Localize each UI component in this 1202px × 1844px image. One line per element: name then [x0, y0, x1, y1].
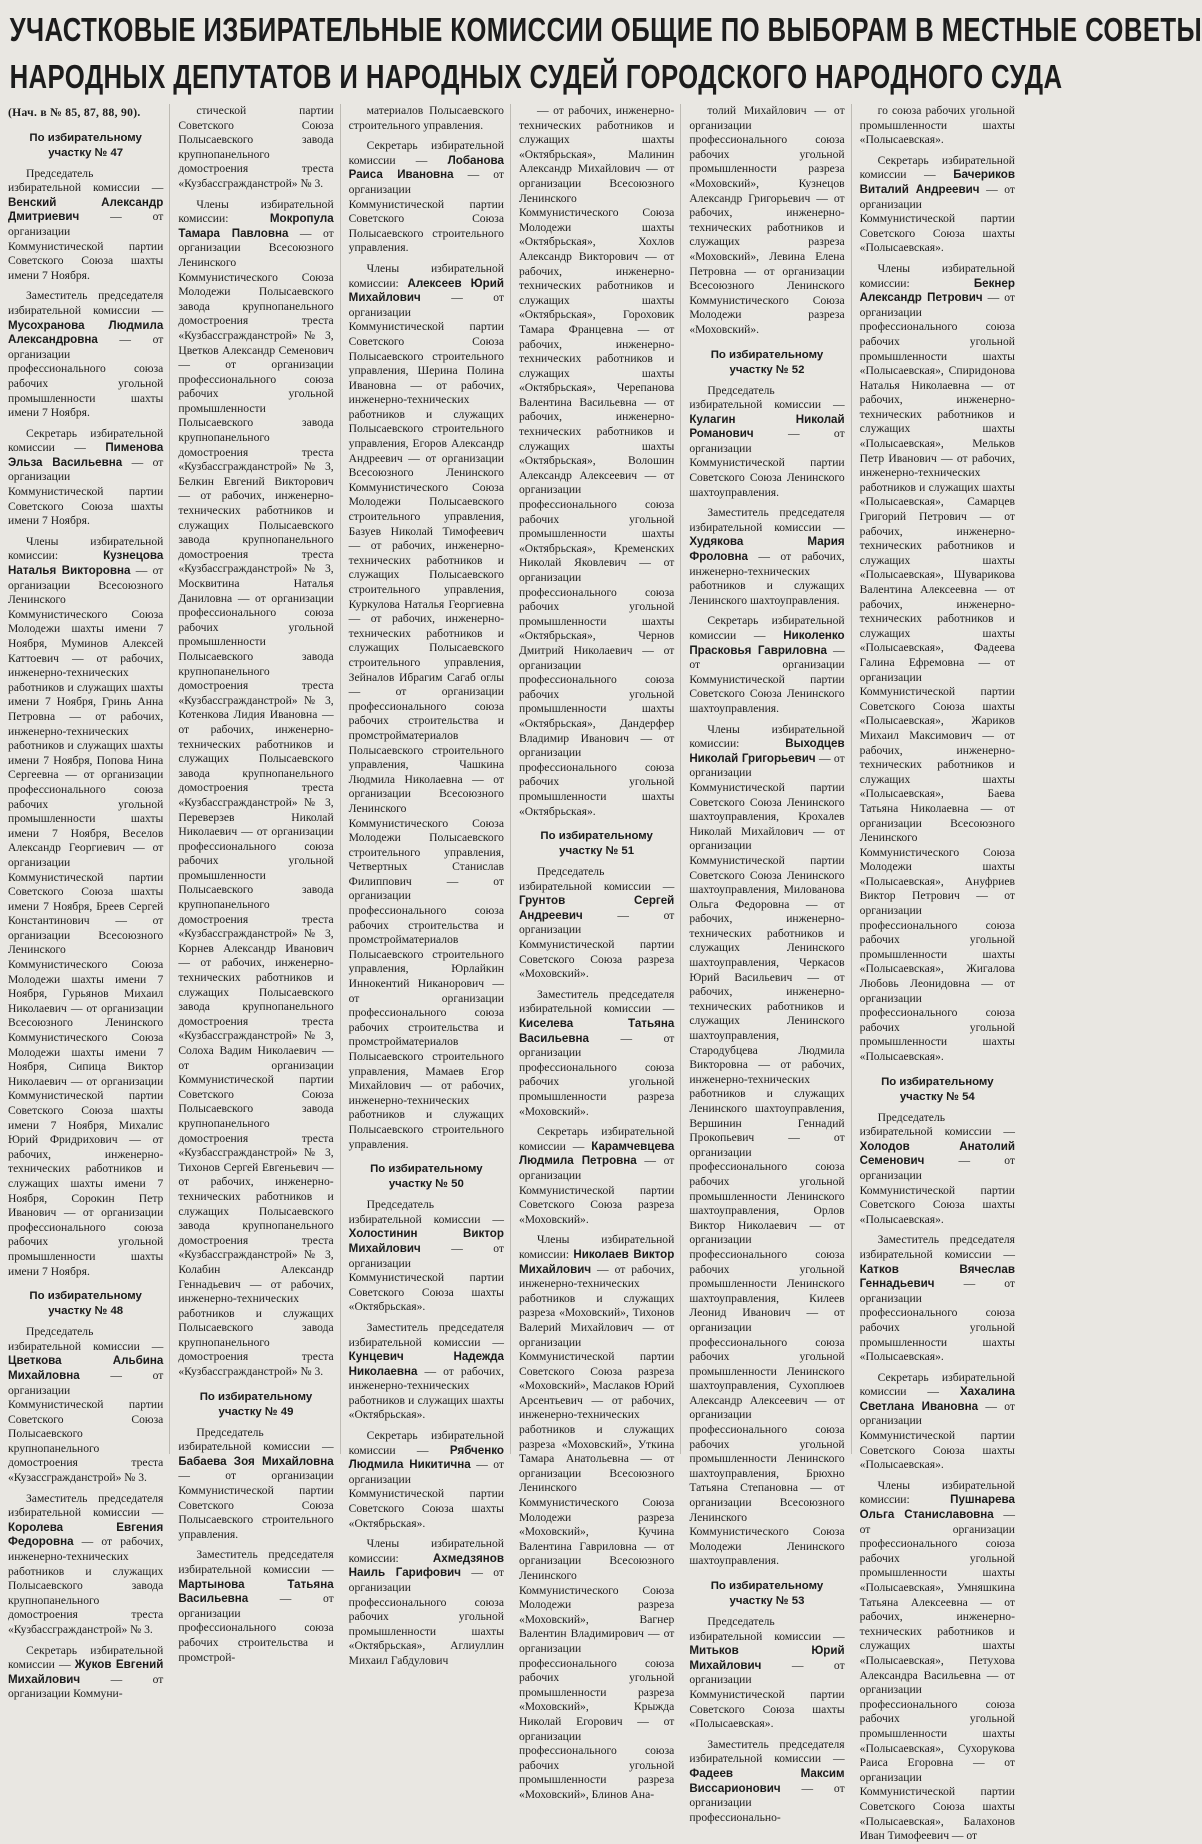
- commission-paragraph: [178, 1426, 333, 1543]
- section-heading: [8, 131, 163, 161]
- person-name: Николенко Прасковья Гавриловна: [689, 629, 845, 657]
- role-label: Секретарь избирательной комиссии —: [859, 153, 1015, 182]
- continuation-note: (Нач. в № 85, 87, 88, 90).: [8, 106, 141, 119]
- person-name: Фадеев Максим Виссарионович: [689, 1766, 845, 1795]
- role-label: Секретарь избирательной комиссии —: [859, 1370, 1015, 1399]
- section-heading-line: По избирательному: [199, 1390, 313, 1403]
- affiliation-text: — от организации профессионального союза рабочих угольной промышленности шахты «Полысаевская», Умняшкина Татьяна Алексеевна — от рабочих, инженерно-технических работников и служащих шахты «Полысаевская», Петухова Александра Васильевна — от организации профессионального союза рабочих угольной промышленности шахты «Полысаевская», Сухорукова Раиса Егоровна — от организации Коммунистической партии Советского Союза шахты «Полысаевская», Балахонов Иван Тимофеевич — от: [859, 1508, 1015, 1843]
- role-label: Секретарь избирательной комиссии —: [518, 1125, 675, 1153]
- affiliation-text: — от организации профессионального союза рабочих угольной промышленности шахты «Полысаевская», Спиридонова Наталья Николаевна — от рабочих, инженерно-технических работников и служащих шахты «Полысаевская», Мельков Петр Иванович — от рабочих, инженерно-технических работников и служащих шахты «Полысаевская», Самарцев Григорий Петрович — от рабочих, инженерно-технических работников и служащих шахты «Полысаевская», Шуварикова Валентина Алексеевна — от рабочих, инженерно-технических работников и служащих шахты «Полысаевская», Фадеева Галина Ефремовна — от организации Коммунистической партии Советского Союза шахты «Полысаевская», Жариков Михаил Максимович — от рабочих, инженерно-технических работников и служащих шахты «Полысаевская», Баева Татьяна Николаевна — от организации Всесоюзного Ленинского Коммунистического Союза Молодежи шахты «Полысаевская», Ануфриев Виктор Петрович — от организации профессионального союза рабочих угольной промышленности шахты «Полысаевская», Жигалова Любовь Леонидовна — от организации профессионального союза рабочих угольной промышленности шахты «Полысаевская».: [859, 291, 1015, 1063]
- role-label: Секретарь избирательной комиссии —: [8, 426, 164, 455]
- role-label: Члены избирательной комиссии:: [689, 722, 845, 751]
- section-heading: [689, 1579, 844, 1609]
- section-heading-line: По избирательному: [710, 1580, 824, 1592]
- role-label: Члены избирательной комиссии:: [859, 1478, 1015, 1507]
- affiliation-text: — от организации Коммунистической партии Советского Союза шахты «Октябрьская».: [348, 1458, 504, 1530]
- person-name: Мусохранова Людмила Александровна: [8, 318, 164, 347]
- commission-paragraph: [178, 104, 333, 192]
- commission-paragraph: [689, 1615, 844, 1732]
- affiliation-text: — от организации Коммунистической партии Советского Союза шахты «Полысаевская».: [859, 1399, 1015, 1472]
- section-heading: [349, 1162, 504, 1192]
- affiliation-text: — от организации Коммунистической партии Советского Союза шахты «Полысаевская».: [859, 1154, 1015, 1226]
- affiliation-text: материалов Полысаевского строительного управления.: [348, 104, 504, 132]
- headline-line-1: УЧАСТКОВЫЕ ИЗБИРАТЕЛЬНЫЕ КОМИССИИ ОБЩИЕ ПО ВЫБОРАМ В МЕСТНЫЕ СОВЕТЫ: [9, 11, 1202, 48]
- affiliation-text: — от организации Коммунистической партии Советского Союза Полысаевского строительного управления.: [348, 168, 504, 255]
- affiliation-text: — от организации профессионального союза рабочих угольной промышленности шахты «Октябрьская», Аглиуллин Михаил Габдулович: [348, 1566, 504, 1667]
- commission-paragraph: [8, 1325, 163, 1486]
- role-label: Заместитель председателя избирательной комиссии —: [689, 506, 845, 534]
- person-name: Венский Александр Дмитриевич: [8, 195, 164, 224]
- section-heading-number: участку № 50: [388, 1178, 464, 1191]
- commission-paragraph: [349, 1429, 504, 1531]
- role-label: Заместитель председателя избирательной комиссии —: [348, 1320, 504, 1349]
- role-label: Члены избирательной комиссии:: [348, 261, 504, 290]
- commission-paragraph: [349, 139, 504, 256]
- section-heading-number: участку № 52: [729, 363, 805, 376]
- person-name: Холодов Анатолий Семенович: [859, 1139, 1015, 1168]
- section-heading: [8, 1289, 163, 1319]
- role-label: Председатель избирательной комиссии —: [8, 166, 164, 195]
- affiliation-text: — от организации Коммунистической партии Советского Союза Полысаевского строительного управления.: [178, 1469, 334, 1541]
- affiliation-text: — от организации Всесоюзного Ленинского Коммунистического Союза Молодежи Полысаевского завода крупнопанельного домостроения треста «Кузбассгражданстрой» № 3, Цветков Александр Семенович — от организации профессионального союза рабочих угольной промышленности Полысаевского завода крупнопанельного домостроения треста «Кузбассгражданстрой» № 3, Белкин Евгений Викторович — от рабочих, инженерно-технических работников и служащих Полысаевского завода крупнопанельного домостроения треста «Кузбассгражданстрой» № 3, Москвитина Наталья Даниловна — от организации профессионального союза рабочих угольной промышленности Полысаевского завода крупнопанельного домостроения треста «Кузбассгражданстрой» № 3, Котенкова Лидия Ивановна — от рабочих, инженерно-технических работников и служащих Полысаевского завода крупнопанельного домостроения треста «Кузбассгражданстрой» № 3, Переверзев Николай Николаевич — от организации профессионального союза рабочих угольной промышленности Полысаевского завода крупнопанельного домостроения треста «Кузбассгражданстрой» № 3, Корнев Александр Иванович — от рабочих, инженерно-технических работников и служащих Полысаевского завода крупнопанельного домостроения треста «Кузбассгражданстрой» № 3, Солоха Вадим Николаевич — от организации Коммунистической партии Советского Союза Полысаевского завода крупнопанельного домостроения треста «Кузбассгражданстрой» № 3, Тихонов Сергей Евгеньевич — от рабочих, инженерно-технических работников и служащих Полысаевского завода крупнопанельного домостроения треста «Кузбассгражданстрой» № 3, Колабин Александр Геннадьевич — от рабочих, инженерно-технических работников и служащих Полысаевского завода крупнопанельного домостроения треста «Кузбассгражданстрой» № 3.: [178, 226, 334, 1379]
- role-label: Заместитель председателя избирательной комиссии —: [178, 1548, 334, 1576]
- person-name: Холостинин Виктор Михайлович: [348, 1227, 504, 1255]
- person-name: Худякова Мария Фроловна: [689, 535, 845, 564]
- role-label: Председатель избирательной комиссии —: [518, 865, 675, 893]
- role-label: Заместитель председателя избирательной комиссии —: [8, 1491, 164, 1520]
- person-name: Бекнер Александр Петрович: [859, 276, 1015, 305]
- person-name: Катков Вячеслав Геннадьевич: [859, 1262, 1015, 1291]
- role-label: Председатель избирательной комиссии —: [859, 1110, 1015, 1139]
- commission-paragraph: [689, 723, 844, 1569]
- commission-paragraph: [860, 262, 1015, 1065]
- affiliation-text: — от организации профессионально-: [689, 1781, 845, 1824]
- affiliation-text: — от рабочих, инженерно-технических работников и служащих Ленинского шахтоуправления.: [689, 550, 845, 607]
- affiliation-text: стической партии Советского Союза Полысаевского завода крупнопанельного домостроения треста «Кузбассгражданстрой» № 3.: [178, 104, 334, 190]
- person-name: Мокропула Тамара Павловна: [178, 212, 334, 240]
- commission-paragraph: [8, 1644, 163, 1702]
- affiliation-text: — от организации Коммунистической партии Советского Союза шахты имени 7 Ноября.: [8, 455, 164, 528]
- commission-paragraph: [689, 104, 844, 338]
- commission-paragraph: [8, 427, 163, 529]
- affiliation-text: — от организации Всесоюзного Ленинского Коммунистического Союза Молодежи шахты имени 7 Ноября, Муминов Алексей Каттоевич — от рабочих, инженерно-технических работников и служащих шахты имени 7 Ноября, Гринь Анна Петровна — от рабочих, инженерно-технических работников и служащих шахты имени 7 Ноября, Попова Нина Сергеевна — от организации профессионального союза рабочих угольной промышленности шахты имени 7 Ноября, Веселов Александр Георгиевич — от организации Коммунистической партии Советского Союза шахты имени 7 Ноября, Бреев Сергей Константинович — от организации Всесоюзного Ленинского Коммунистического Союза Молодежи шахты имени 7 Ноября, Гурьянов Михаил Николаевич — от организации Всесоюзного Ленинского Коммунистического Союза Молодежи шахты имени 7 Ноября, Сипица Виктор Николаевич — от организации Коммунистической партии Советского Союза шахты имени 7 Ноября, Михалис Юрий Фридрихович — от рабочих, инженерно-технических работников и служащих шахты имени 7 Ноября, Сорокин Петр Иванович — от организации профессионального союза рабочих угольной промышленности шахты имени 7 Ноября.: [8, 564, 164, 1278]
- role-label: Секретарь избирательной комиссии —: [348, 139, 504, 167]
- commission-paragraph: [8, 535, 163, 1279]
- commission-paragraph: [519, 1125, 674, 1227]
- section-heading-number: участку № 49: [218, 1405, 294, 1418]
- commission-paragraph: [860, 1111, 1015, 1228]
- commission-paragraph: [349, 262, 504, 1152]
- affiliation-text: — от организации Коммуни-: [8, 1672, 164, 1701]
- commission-paragraph: [860, 1371, 1015, 1473]
- section-heading-line: По избирательному: [29, 131, 142, 144]
- person-name: Алексеев Юрий Михайлович: [348, 276, 504, 305]
- affiliation-text: — от организации Коммунистической партии Советского Союза Полысаевского строительного управления, Шерина Полина Ивановна — от рабочих, инженерно-технических работников и служащих Полысаевского строительного управления, Егоров Александр Андреевич — от организации Всесоюзного Ленинского Коммунистического Союза Молодежи Полысаевского строительного управления, Базуев Николай Тимофеевич — от рабочих, инженерно-технических работников и служащих Полысаевского строительного управления, Куркулова Наталья Георгиевна — от рабочих, инженерно-технических работников и служащих Полысаевского строительного управления, Зейналов Ибрагим Сагаб оглы — от организации профессионального союза рабочих строительства и промстройматериалов Полысаевского строительного управления, Чашкина Людмила Николаевна — от организации Всесоюзного Ленинского Коммунистического Союза Молодежи Полысаевского строительного управления, Четвертных Станислав Филиппович — от организации профессионального союза рабочих строительства и промстройматериалов Полысаевского строительного управления, Юрлайкин Иннокентий Никанорович — от организации профессионального союза рабочих строительства и промстройматериалов Полысаевского строительного управления, Мамаев Егор Михайлович — от рабочих, инженерно-технических работников и служащих Полысаевского строительного управления.: [348, 291, 504, 1151]
- commission-paragraph: [860, 1233, 1015, 1364]
- commission-paragraph: [519, 104, 674, 819]
- affiliation-text: — от организации профессионального союза рабочих угольной промышленности шахты имени 7 Ноября.: [8, 333, 164, 420]
- person-name: Лобанова Раиса Ивановна: [348, 153, 504, 182]
- section-heading-number: участку № 53: [729, 1595, 805, 1607]
- person-name: Николаев Виктор Михайлович: [518, 1247, 675, 1276]
- commission-paragraph: [689, 614, 844, 716]
- affiliation-text: — от организации Коммунистической партии Советского Союза разреза «Моховский».: [518, 908, 675, 981]
- section-heading: [860, 1075, 1015, 1105]
- affiliation-text: — от организации профессионального союза рабочих строительства и промстрой-: [178, 1592, 334, 1664]
- affiliation-text: — от организации Коммунистической партии Советского Союза шахты «Полысаевская».: [689, 1658, 845, 1731]
- affiliation-text: — от рабочих, инженерно-технических работников и служащих шахты «Октябрьская».: [348, 1364, 504, 1422]
- commission-paragraph: [689, 506, 844, 608]
- commission-paragraph: [519, 865, 674, 982]
- role-label: Председатель избирательной комиссии —: [348, 1198, 504, 1226]
- commission-paragraph: [8, 1492, 163, 1638]
- commission-paragraph: [178, 1548, 333, 1665]
- commission-paragraph: [689, 1738, 844, 1826]
- role-label: Председатель избирательной комиссии —: [689, 383, 845, 412]
- commission-paragraph: [349, 1198, 504, 1315]
- affiliation-text: — от организации профессионального союза рабочих угольной промышленности шахты «Полысаевская».: [859, 1277, 1015, 1364]
- commission-paragraph: [689, 384, 844, 501]
- person-name: Мартынова Татьяна Васильевна: [178, 1577, 334, 1606]
- section-heading-line: По избирательному: [710, 348, 824, 361]
- affiliation-text: — от организации Коммунистической партии Советского Союза Полысаевского крупнопанельного домостроения треста «Кузассгражданстрой» № 3.: [8, 1368, 164, 1485]
- commission-paragraph: [8, 289, 163, 420]
- role-label: Заместитель председателя избирательной комиссии —: [518, 987, 675, 1016]
- section-heading-line: По избирательному: [29, 1290, 142, 1303]
- article-columns: [8, 104, 1015, 1843]
- section-heading: [519, 829, 674, 859]
- person-name: Королева Евгения Федоровна: [8, 1520, 164, 1549]
- section-heading-line: По избирательному: [540, 830, 653, 843]
- role-label: Заместитель председателя избирательной комиссии —: [8, 289, 164, 317]
- headline: [9, 6, 1202, 100]
- affiliation-text: — от организации Коммунистической партии Советского Союза шахты «Октябрьская».: [348, 1241, 504, 1314]
- column-1: [8, 104, 170, 1701]
- role-label: Заместитель председателя избирательной комиссии —: [859, 1233, 1015, 1261]
- person-name: Рябченко Людмила Никитична: [348, 1443, 504, 1472]
- commission-paragraph: [349, 104, 504, 133]
- person-name: Грунтов Сергей Андреевич: [518, 894, 675, 922]
- headline-line-2: НАРОДНЫХ ДЕПУТАТОВ И НАРОДНЫХ СУДЕЙ ГОРОДСКОГО НАРОДНОГО СУДА: [9, 58, 1063, 95]
- section-heading: [178, 1390, 333, 1420]
- section-heading-number: участку № 51: [559, 845, 635, 858]
- person-name: Выходцев Николай Григорьевич: [689, 737, 845, 765]
- role-label: Председатель избирательной комиссии —: [178, 1425, 334, 1454]
- role-label: Члены избирательной комиссии:: [8, 534, 164, 563]
- column-4: [518, 104, 681, 1801]
- role-label: Члены избирательной комиссии:: [518, 1233, 675, 1261]
- section-heading-number: участку № 47: [48, 146, 124, 159]
- column-6: [859, 104, 1015, 1843]
- commission-paragraph: [860, 104, 1015, 148]
- section-heading-line: По избирательному: [370, 1163, 483, 1176]
- person-name: Кулагин Николай Романович: [689, 412, 845, 441]
- person-name: Ахмедзянов Наиль Гарифович: [348, 1551, 504, 1580]
- role-label: Председатель избирательной комиссии —: [8, 1325, 164, 1353]
- affiliation-text: — от рабочих, инженерно-технических работников и служащих разреза «Моховский», Тихонов Валерий Михайлович — от организации Коммунистической партии Советского Союза разреза «Моховский», Маслаков Юрий Арсентьевич — от рабочих, инженерно-технических работников и служащих разреза «Моховский», Уткина Тамара Анатольевна — от организации Всесоюзного Ленинского Коммунистического Союза Молодежи разреза «Моховский», Кучина Валентина Гавриловна — от организации Всесоюзного Ленинского Коммунистического Союза Молодежи разреза «Моховский», Вагнер Валентин Владимирович — от организации профессионального союза рабочих угольной промышленности разреза «Моховский», Крыжда Николай Егорович — от организации профессионального союза рабочих угольной промышленности разреза «Моховский», Блинов Ана-: [518, 1262, 675, 1801]
- role-label: Секретарь избирательной комиссии —: [8, 1643, 164, 1672]
- column-5: [689, 104, 851, 1824]
- commission-paragraph: [519, 1233, 674, 1802]
- person-name: Кунцевич Надежда Николаевна: [348, 1350, 504, 1378]
- person-name: Пушнарева Ольга Станиславовна: [859, 1493, 1015, 1522]
- person-name: Кузнецова Наталья Викторовна: [8, 549, 164, 578]
- person-name: Цветкова Альбина Михайловна: [8, 1354, 164, 1382]
- person-name: Пименова Эльза Васильевна: [8, 441, 164, 469]
- role-label: Секретарь избирательной комиссии —: [348, 1429, 504, 1457]
- affiliation-text: — от организации Коммунистической партии Советского Союза разреза «Моховский».: [518, 1154, 675, 1226]
- person-name: Бачериков Виталий Андреевич: [859, 168, 1015, 196]
- affiliation-text: — от организации профессионального союза рабочих угольной промышленности разреза «Моховский».: [518, 1031, 675, 1118]
- affiliation-text: — от рабочих, инженерно-технических работников и служащих шахты «Октябрьская», Малинин Александр Михайлович — от организации Всесоюзного Ленинского Коммунистического Союза Молодежи шахты «Октябрьская», Хохлов Александр Викторович — от рабочих, инженерно-технических работников и служащих шахты «Октябрьская», Гороховик Тамара Францевна — от рабочих, инженерно-технических работников и служащих шахты «Октябрьская», Черепанова Валентина Васильевна — от рабочих, инженерно-технических работников и служащих шахты «Октябрьская», Волошин Александр Алексеевич — от организации профессионального союза рабочих угольной промышленности шахты «Октябрьская», Кременских Николай Яковлевич — от организации профессионального союза рабочих угольной промышленности шахты «Октябрьская», Чернов Дмитрий Николаевич — от организации профессионального союза рабочих угольной промышленности шахты «Октябрьская», Дандерфер Владимир Иванович — от организации профессионального союза рабочих угольной промышленности шахты «Октябрьская».: [518, 104, 675, 818]
- commission-paragraph: [860, 154, 1015, 256]
- affiliation-text: — от организации Коммунистической партии Советского Союза Ленинского шахтоуправления.: [689, 427, 845, 499]
- commission-paragraph: [349, 1321, 504, 1423]
- commission-paragraph: [8, 167, 163, 284]
- person-name: Киселева Татьяна Васильевна: [518, 1017, 675, 1045]
- affiliation-text: — от рабочих, инженерно-технических работников и служащих Полысаевского завода крупнопанельного домостроения треста «Кузбассгражданстрой» № 3.: [8, 1535, 164, 1636]
- section-heading-number: участку № 54: [899, 1090, 975, 1103]
- person-name: Бабаева Зоя Михайловна: [178, 1454, 334, 1468]
- role-label: Заместитель председателя избирательной комиссии —: [689, 1737, 845, 1766]
- commission-paragraph: [178, 198, 333, 1380]
- affiliation-text: го союза рабочих угольной промышленности шахты «Полысаевская».: [859, 104, 1015, 147]
- section-heading-number: участку № 48: [48, 1305, 124, 1318]
- affiliation-text: — от организации Коммунистической партии Советского Союза шахты «Полысаевская».: [859, 182, 1015, 255]
- affiliation-text: толий Михайлович — от организации профессионального союза рабочих угольной промышленности разреза «Моховский», Кузнецов Александр Григорьевич — от рабочих, инженерно-технических работников и служащих разреза «Моховский», Левина Елена Петровна — от организации Всесоюзного Ленинского Коммунистического Союза Молодежи разреза «Моховский».: [689, 104, 845, 336]
- affiliation-text: — от организации Коммунистической партии Советского Союза шахты имени 7 Ноября.: [8, 210, 164, 282]
- person-name: Митьков Юрий Михайлович: [689, 1644, 845, 1672]
- person-name: Хахалина Светлана Ивановна: [859, 1385, 1015, 1413]
- affiliation-text: — от организации Коммунистической партии Советского Союза Ленинского шахтоуправления.: [689, 643, 845, 715]
- section-heading-line: По избирательному: [881, 1075, 994, 1088]
- commission-paragraph: [519, 988, 674, 1119]
- person-name: Карамчевцева Людмила Петровна: [518, 1139, 675, 1168]
- person-name: Жуков Евгений Михайлович: [8, 1658, 164, 1686]
- role-label: Председатель избирательной комиссии —: [689, 1615, 845, 1643]
- role-label: Секретарь избирательной комиссии —: [689, 614, 845, 642]
- role-label: Члены избирательной комиссии:: [178, 197, 334, 226]
- column-2: [178, 104, 340, 1664]
- section-heading: [689, 348, 844, 378]
- role-label: Члены избирательной комиссии:: [348, 1537, 504, 1565]
- commission-paragraph: [860, 1479, 1015, 1844]
- role-label: Члены избирательной комиссии:: [859, 261, 1015, 290]
- column-3: [348, 104, 511, 1667]
- commission-paragraph: [349, 1537, 504, 1668]
- affiliation-text: — от организации Коммунистической партии Советского Союза Ленинского шахтоуправления, Крохалев Николай Михайлович — от организации Коммунистической партии Советского Союза Ленинского шахтоуправления, Милованова Ольга Федоровна — от рабочих, инженерно-технических работников и служащих Ленинского шахтоуправления, Черкасов Юрий Васильевич — от рабочих, инженерно-технических работников и служащих Ленинского шахтоуправления, Стародубцева Людмила Викторовна — от рабочих, инженерно-технических работников и служащих Ленинского шахтоуправления, Вершинин Геннадий Прокопьевич — от организации профессионального союза рабочих угольной промышленности Ленинского шахтоуправления, Орлов Виктор Николаевич — от организации профессионального союза рабочих угольной промышленности Ленинского шахтоуправления, Килеев Леонид Иванович — от организации профессионального союза рабочих угольной промышленности Ленинского шахтоуправления, Сухоплюев Александр Алексеевич — от организации профессионального союза рабочих угольной промышленности Ленинского шахтоуправления, Брюхно Татьяна Степановна — от организации Всесоюзного Ленинского Коммунистического Союза Молодежи Ленинского шахтоуправления.: [689, 751, 845, 1568]
